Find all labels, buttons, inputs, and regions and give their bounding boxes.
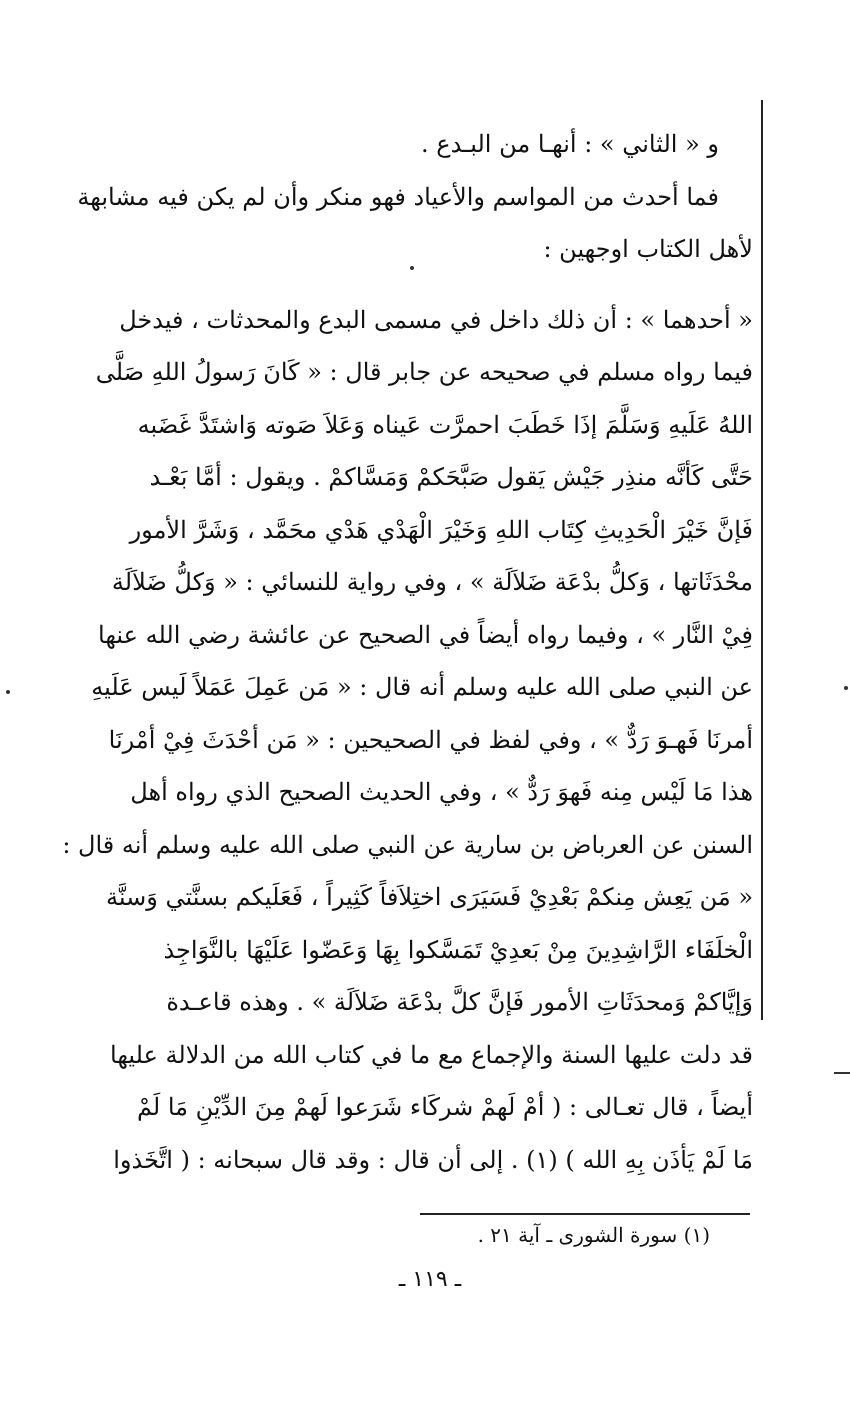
text-line: وَإيَّاكمْ وَمحدَثَاتِ الأمور فَإنَّ كلَّ بدْعَة ضَلاَلَة » . وهذه قاعـدة (166, 988, 753, 1016)
text-line: فيما رواه مسلم في صحيحه عن جابر قال : « كَانَ رَسولُ اللهِ صَلَّى (95, 358, 753, 386)
text-line: « مَن يَعِش مِنكمْ بَعْدِيْ فَسَيَرَى اختِلاَفاً كَثِيراً ، فَعَلَيكم بسنَّتي وَسنَّة (106, 883, 753, 911)
text-line: اللهُ عَلَيهِ وَسَلَّمَ إذَا خَطَبَ احمرَّت عَيناه وَعَلاَ صَوته وَاشتَدَّ غَضَبه (137, 410, 753, 439)
text-line: محْدَثَاتها ، وَكلُّ بدْعَة ضَلاَلَة » ، وفي رواية للنسائي : « وَكلُّ ضَلاَلَة (111, 568, 753, 596)
text-line: قد دلت عليها السنة والإجماع مع ما في كتاب الله من الدلالة عليها (110, 1040, 753, 1069)
text-line: لأهل الكتاب اوجهين : (543, 235, 753, 263)
text-line: فما أحدث من المواسم والأعياد فهو منكر وأن لم يكن فيه مشابهة (77, 182, 719, 211)
footnote: (١) سورة الشورى ـ آية ٢١ . (477, 1223, 710, 1247)
paragraph-gap (138, 276, 753, 294)
page-number: ـ ١١٩ ـ (398, 1267, 462, 1292)
text-line: أمرنَا فَهـوَ رَدٌّ » ، وفي لفظ في الصحيحين : « مَن أحْدَثَ فِيْ أمْرنَا (108, 725, 753, 754)
text-line: أيضاً ، قال تعـالى : ( أمْ لَهمْ شركَاء شَرَعوا لَهمْ مِنَ الدِّيْنِ مَا لَمْ (136, 1093, 753, 1121)
text-line: حَتَّى كَأنَّه منذِر جَيْش يَقول صَبَّحَكمْ وَمَسَّاكمْ . ويقول : أمَّا بَعْـد (149, 463, 753, 491)
text-line: « أحدهما » : أن ذلك داخل في مسمى البدع والمحدثات ، فيدخل (119, 305, 753, 334)
text-line: فِيْ النَّار » ، وفيما رواه أيضاً في الصحيح عن عائشة رضي الله عنها (98, 620, 753, 649)
speck (844, 686, 848, 690)
footnote-rule (420, 1213, 750, 1215)
body-text (62, 118, 753, 1186)
text-line: فَإنَّ خَيْرَ الْحَدِيثِ كِتَاب اللهِ وَخَيْرَ الْهَدْي هَدْي محَمَّد ، وَشَرَّ الأمور (129, 515, 753, 544)
text-line: هذا مَا لَيْس مِنه فَهوَ رَدٌّ » ، وفي الحديث الصحيح الذي رواه أهل (130, 778, 753, 806)
margin-rule (761, 100, 763, 1020)
speck (6, 690, 10, 694)
text-line: مَا لَمْ يَأذَن بِهِ الله ) (١) . إلى أن قال : وقد قال سبحانه : ( اتَّخَذوا (113, 1145, 753, 1174)
margin-tick (834, 1072, 850, 1074)
text-line: و « الثاني » : أنهـا من البـدع . (421, 130, 719, 158)
text-line: الْخلَفَاء الرَّاشِدِينَ مِنْ بَعدِيْ تَمَسَّكوا بِهَا وَعَضّوا عَلَيْهَا بالنَّوَاجِذ (163, 935, 753, 964)
text-line: السنن عن العرباض بن سارية عن النبي صلى الله عليه وسلم أنه قال : (62, 830, 753, 859)
text-line: عن النبي صلى الله عليه وسلم أنه قال : « مَن عَمِلَ عَمَلاً لَيس عَلَيهِ (91, 673, 753, 701)
